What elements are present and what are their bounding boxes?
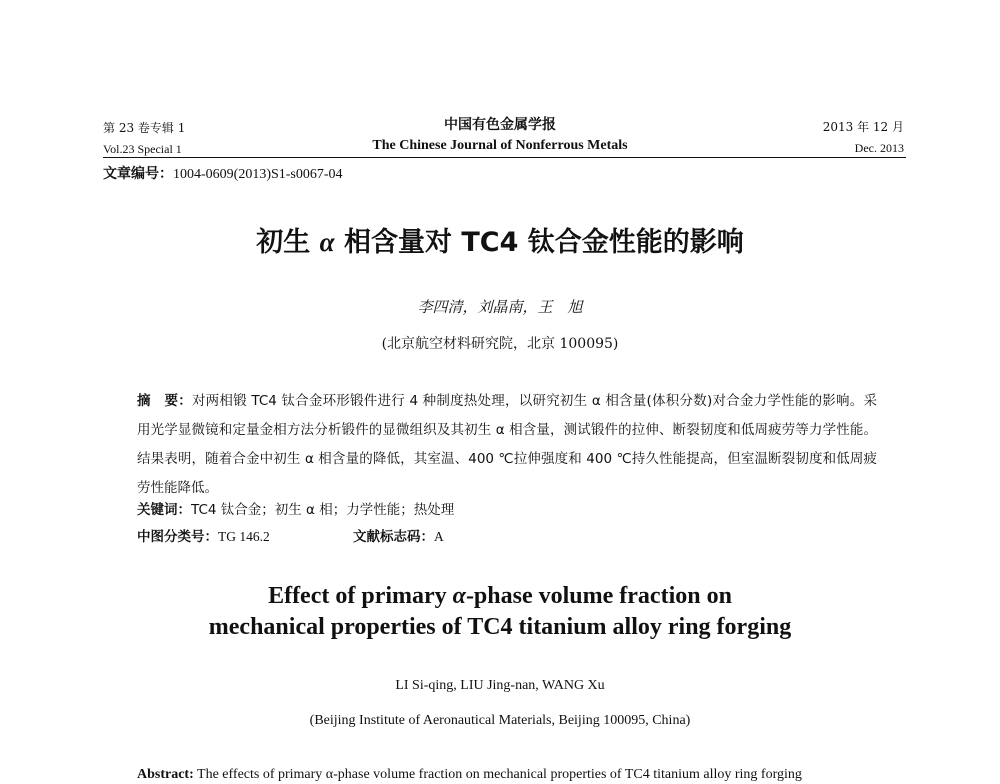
- header-volume-en: Vol.23 Special 1: [103, 142, 182, 156]
- document-code-row: [353, 527, 444, 547]
- keywords-zh-label: 关键词：: [137, 502, 191, 518]
- classification-label: 中图分类号：: [137, 529, 218, 545]
- title-en-line2: mechanical properties of TC4 titanium alloy ring forging: [208, 614, 792, 640]
- document-code-value: A: [434, 529, 444, 544]
- header-volume-zh: 第 23 卷专辑 1: [103, 121, 186, 135]
- header-journal-en: The Chinese Journal of Nonferrous Metals: [372, 138, 628, 153]
- authors-zh: 李四清，刘晶南，王 旭: [417, 298, 583, 316]
- affiliation-zh: (北京航空材料研究院，北京 100095): [381, 336, 619, 352]
- abstract-en: [137, 766, 882, 784]
- keywords-zh: [137, 500, 454, 520]
- abstract-zh-label: 摘 要：: [137, 393, 192, 409]
- article-number: [103, 165, 343, 184]
- abstract-zh: [137, 387, 877, 503]
- header-date-en: Dec. 2013: [854, 141, 904, 155]
- title-zh-pre: 初生: [256, 227, 311, 258]
- title-en-line1: [0, 581, 1000, 611]
- document-code-label: 文献标志码：: [353, 529, 434, 545]
- authors-en: LI Si-qing, LIU Jing-nan, WANG Xu: [395, 678, 605, 693]
- title-zh-post: 相含量对 TC4 钛合金性能的影响: [343, 227, 744, 258]
- header-date-zh: 2013 年 12 月: [822, 120, 904, 134]
- header-journal-zh: 中国有色金属学报: [444, 117, 556, 133]
- abstract-zh-text: 对两相锻 TC4 钛合金环形锻件进行 4 种制度热处理，以研究初生 α 相含量(体积分数)对合金力学性能的影响。采用光学显微镜和定量金相方法分析锻件的显微组织及其初生 α 相含量，测试锻件的拉伸、断裂韧度和低周疲劳等力学性能。结果表明，随着合金中初生 α 相含量的降低，其室温、400 ℃拉伸强度和 400 ℃持久性能提高，但室温断裂韧度和低周疲劳性能降低。: [137, 393, 877, 496]
- keywords-zh-text: TC4 钛合金；初生 α 相；力学性能；热处理: [191, 502, 455, 518]
- classification-value: TG 146.2: [218, 529, 270, 544]
- title-en-alpha: α: [452, 583, 466, 609]
- affiliation-en: (Beijing Institute of Aeronautical Materials, Beijing 100095, China): [309, 713, 691, 728]
- title-en-line1-pre: Effect of primary: [268, 583, 453, 609]
- abstract-en-label: Abstract:: [137, 767, 194, 782]
- title-zh-alpha: α: [319, 227, 335, 257]
- title-en-line1-post: -phase volume fraction on: [465, 583, 732, 609]
- title-zh: [0, 226, 1000, 259]
- header-rule: [103, 157, 906, 158]
- abstract-en-text: The effects of primary α-phase volume fraction on mechanical properties of TC4 titanium alloy ring forging: [193, 767, 802, 782]
- classification-row: [137, 527, 270, 547]
- article-number-value: 1004-0609(2013)S1-s0067-04: [173, 167, 343, 182]
- article-number-label: 文章编号：: [103, 166, 173, 182]
